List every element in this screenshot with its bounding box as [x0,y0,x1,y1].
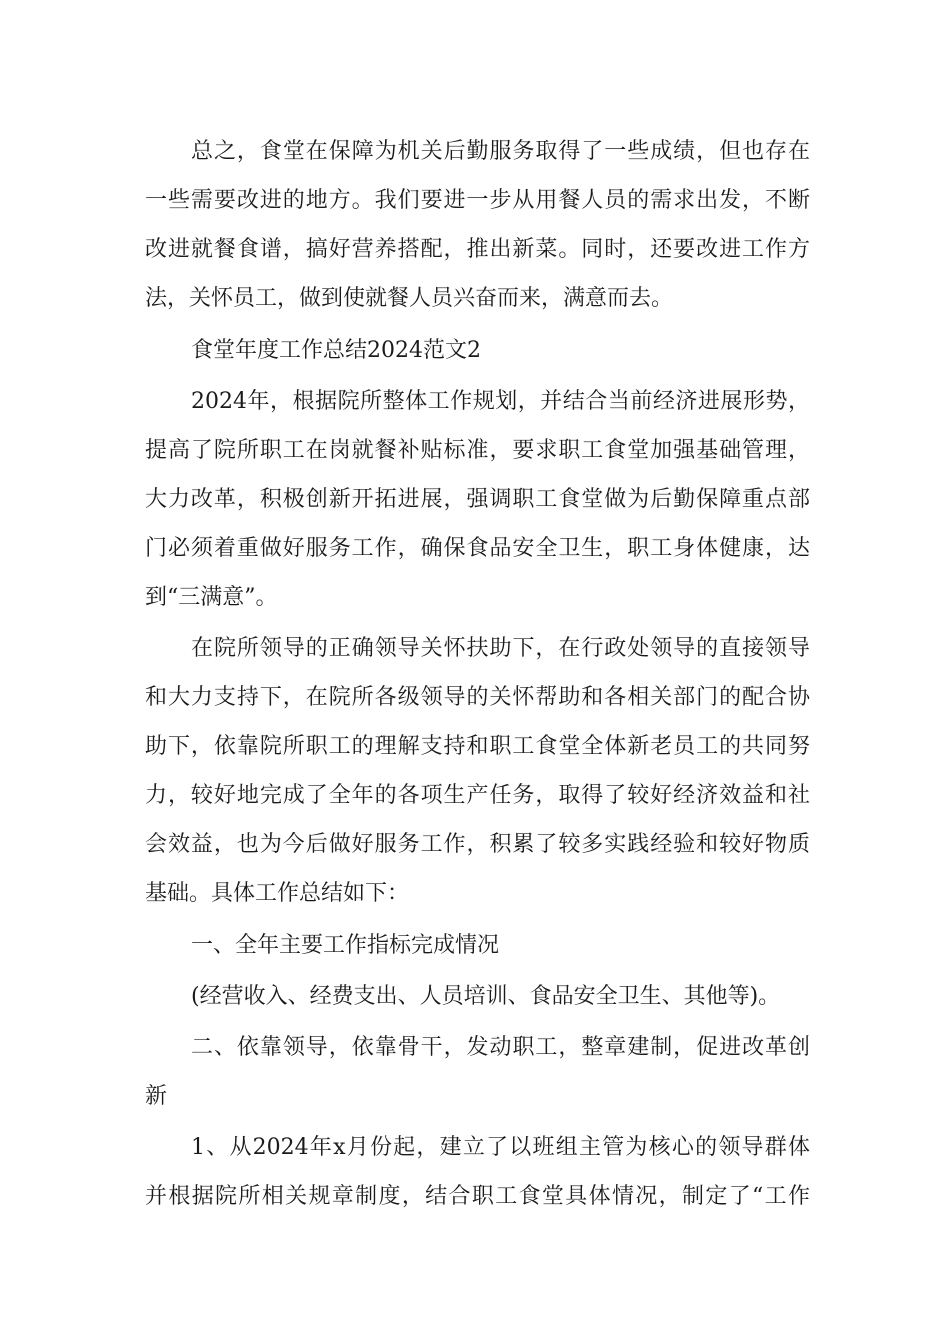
section-heading: 一、全年主要工作指标完成情况 [191,933,500,958]
paragraph-line: 法，关怀员工，做到使就餐人员兴奋而来，满意而去。 [145,286,674,311]
paragraph-line: 提高了院所职工在岗就餐补贴标准，要求职工食堂加强基础管理， [145,438,810,463]
section-heading: 食堂年度工作总结2024范文2 [191,338,481,363]
section-heading: 二、依靠领导，依靠骨干，发动职工，整章建制，促进改革创 [191,1035,810,1060]
paragraph-line: 到“三满意”。 [145,585,278,610]
paragraph-line: 总之，食堂在保障为机关后勤服务取得了一些成绩，但也存在 [191,139,810,164]
paragraph-line: 并根据院所相关规章制度，结合职工食堂具体情况，制定了“工作 [145,1184,810,1209]
paragraph-line: 一些需要改进的地方。我们要进一步从用餐人员的需求出发，不断 [145,188,810,213]
paragraph-line: 门必须着重做好服务工作，确保食品安全卫生，职工身体健康，达 [145,536,810,561]
section-heading: 新 [145,1084,168,1109]
paragraph-line: 1、从2024年x月份起，建立了以班组主管为核心的领导群体 [191,1135,810,1160]
paragraph-line: 基础。具体工作总结如下： [145,881,410,906]
paragraph-line: 会效益，也为今后做好服务工作，积累了较多实践经验和较好物质 [145,832,810,857]
paragraph-line: 大力改革，积极创新开拓进展，强调职工食堂做为后勤保障重点部 [145,487,810,512]
paragraph-line: 助下，依靠院所职工的理解支持和职工食堂全体新老员工的共同努 [145,734,810,759]
paragraph-line: 在院所领导的正确领导关怀扶助下，在行政处领导的直接领导 [191,636,810,661]
paragraph-line: 改进就餐食谱，搞好营养搭配，推出新菜。同时，还要改进工作方 [145,237,810,262]
paragraph-line: 和大力支持下，在院所各级领导的关怀帮助和各相关部门的配合协 [145,685,810,710]
paragraph-line: 力，较好地完成了全年的各项生产任务，取得了较好经济效益和社 [145,783,810,808]
paragraph-line: (经营收入、经费支出、人员培训、食品安全卫生、其他等)。 [191,984,781,1009]
paragraph-line: 2024年，根据院所整体工作规划，并结合当前经济进展形势， [191,389,810,414]
